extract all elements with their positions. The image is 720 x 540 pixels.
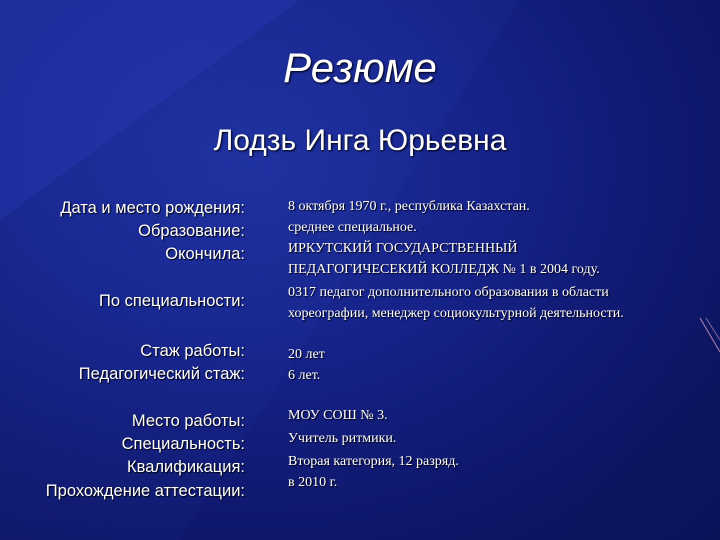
value-graduated-line2: ПЕДАГОГИЧЕСЕКИЙ КОЛЛЕДЖ № 1 в 2004 году.: [288, 262, 600, 277]
label-graduated: Окончила:: [165, 245, 245, 263]
value-specialty-line2: хореографии, менеджер социокультурной деятельности.: [288, 306, 624, 321]
value-graduated-line1: ИРКУТСКИЙ ГОСУДАРСТВЕННЫЙ: [288, 241, 518, 256]
label-birth: Дата и место рождения:: [60, 199, 245, 217]
label-specialty: По специальности:: [99, 292, 245, 310]
label-workplace: Место работы:: [131, 412, 245, 430]
label-specialty2: Специальность:: [121, 435, 245, 453]
label-experience: Стаж работы:: [140, 342, 245, 360]
value-birth: 8 октября 1970 г., республика Казахстан.: [288, 199, 530, 214]
value-workplace: МОУ СОШ № 3.: [288, 408, 388, 423]
value-experience: 20 лет: [288, 347, 325, 362]
label-attestation: Прохождение аттестации:: [45, 482, 245, 500]
value-specialty-line1: 0317 педагог дополнительного образования в области: [288, 285, 609, 300]
value-specialty2: Учитель ритмики.: [288, 431, 397, 446]
value-qualification: Вторая категория, 12 разряд.: [288, 454, 459, 469]
person-name: Лодзь Инга Юрьевна: [213, 124, 507, 157]
value-ped-experience: 6 лет.: [288, 368, 321, 383]
slide-title: Резюме: [283, 44, 437, 91]
label-ped-experience: Педагогический стаж:: [78, 365, 245, 383]
value-education: среднее специальное.: [288, 220, 417, 235]
label-education: Образование:: [138, 222, 245, 240]
value-attestation: в 2010 г.: [288, 475, 338, 490]
label-qualification: Квалификация:: [127, 458, 245, 476]
